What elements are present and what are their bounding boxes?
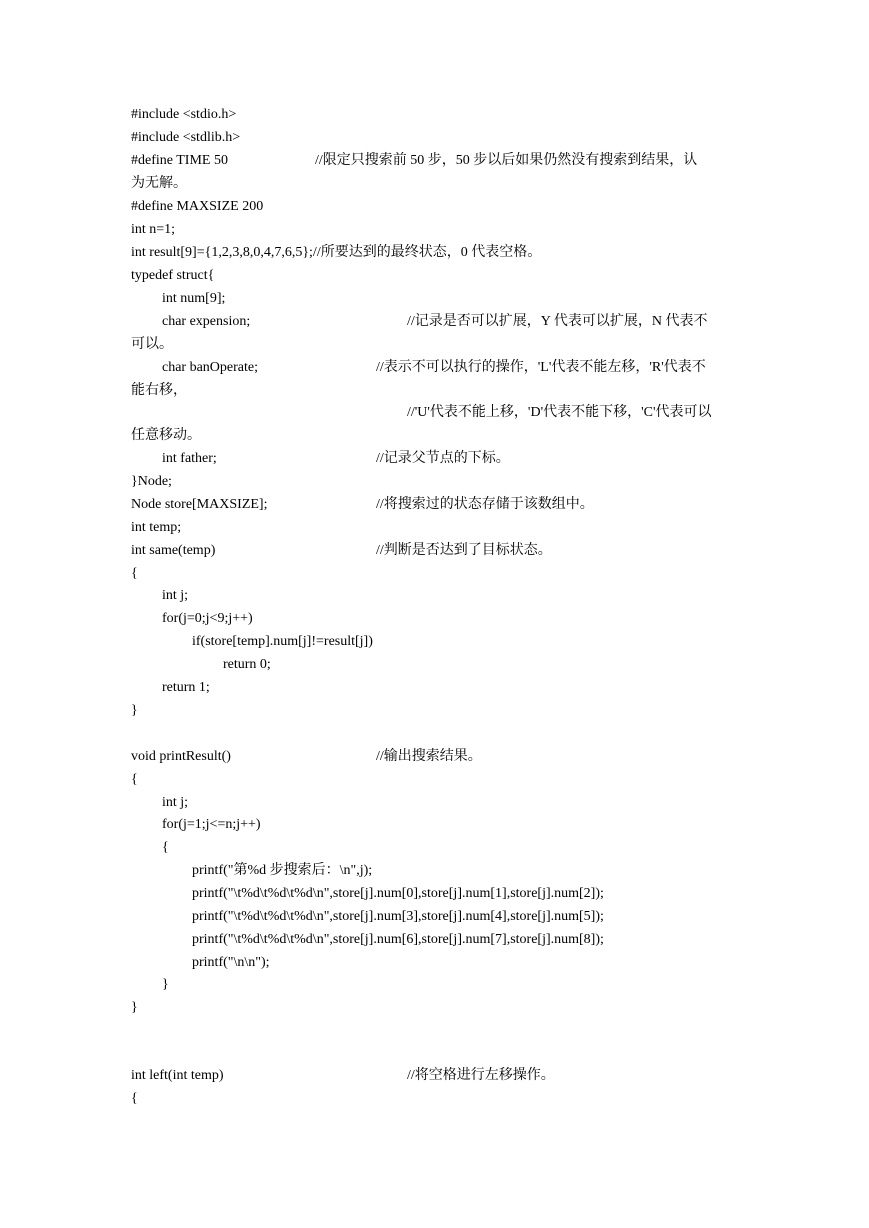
code-comment: //限定只搜索前 50 步，50 步以后如果仍然没有搜索到结果，认	[315, 153, 698, 168]
code-line: return 0;	[223, 657, 271, 672]
code-line: int same(temp)	[131, 543, 216, 558]
code-line: 为无解。	[131, 176, 187, 191]
code-line: typedef struct{	[131, 268, 215, 283]
code-line: printf("第%d 步搜索后：\n",j);	[192, 863, 373, 878]
code-line: char expension;	[162, 314, 251, 329]
code-line: }	[131, 703, 138, 718]
code-line: }	[131, 1000, 138, 1015]
code-line: 任意移动。	[131, 428, 201, 443]
code-line: 能右移，	[131, 383, 187, 398]
code-line: 可以。	[131, 337, 173, 352]
code-line: int j;	[162, 795, 189, 810]
code-line: void printResult()	[131, 749, 231, 764]
code-line: {	[131, 1091, 138, 1106]
code-line: printf("\t%d\t%d\t%d\n",store[j].num[6],store[j].num[7],store[j].num[8]);	[192, 932, 604, 947]
code-comment: //表示不可以执行的操作，'L'代表不能左移，'R'代表不	[376, 360, 706, 375]
code-line: {	[131, 566, 138, 581]
code-line: int result[9]={1,2,3,8,0,4,7,6,5};//所要达到的最终状态，0 代表空格。	[131, 245, 542, 260]
code-line: for(j=0;j<9;j++)	[162, 611, 253, 626]
code-line: int left(int temp)	[131, 1068, 224, 1083]
code-line: printf("\t%d\t%d\t%d\n",store[j].num[0],store[j].num[1],store[j].num[2]);	[192, 886, 604, 901]
code-line: #define MAXSIZE 200	[131, 199, 264, 214]
code-line: int num[9];	[162, 291, 226, 306]
code-comment: //记录父节点的下标。	[376, 451, 510, 466]
code-comment: //将空格进行左移操作。	[407, 1068, 555, 1083]
code-line: Node store[MAXSIZE];	[131, 497, 268, 512]
code-comment: //输出搜索结果。	[376, 749, 482, 764]
code-line: int temp;	[131, 520, 182, 535]
code-comment: //将搜索过的状态存储于该数组中。	[376, 497, 594, 512]
code-comment: //记录是否可以扩展，Y 代表可以扩展，N 代表不	[407, 314, 708, 329]
code-comment: //判断是否达到了目标状态。	[376, 543, 552, 558]
code-line: printf("\t%d\t%d\t%d\n",store[j].num[3],store[j].num[4],store[j].num[5]);	[192, 909, 604, 924]
code-line: int j;	[162, 588, 189, 603]
code-line: #include <stdlib.h>	[131, 130, 241, 145]
code-line: for(j=1;j<=n;j++)	[162, 817, 261, 832]
code-line: printf("\n\n");	[192, 955, 270, 970]
code-line: {	[162, 840, 169, 855]
code-line: if(store[temp].num[j]!=result[j])	[192, 634, 373, 649]
code-line: }	[162, 977, 169, 992]
code-line: #define TIME 50	[131, 153, 228, 168]
code-line: #include <stdio.h>	[131, 107, 237, 122]
code-comment: //'U'代表不能上移，'D'代表不能下移，'C'代表可以	[407, 405, 712, 420]
code-line: int father;	[162, 451, 217, 466]
code-line: int n=1;	[131, 222, 176, 237]
code-line: char banOperate;	[162, 360, 258, 375]
code-line: return 1;	[162, 680, 210, 695]
code-line: {	[131, 772, 138, 787]
code-line: }Node;	[131, 474, 172, 489]
